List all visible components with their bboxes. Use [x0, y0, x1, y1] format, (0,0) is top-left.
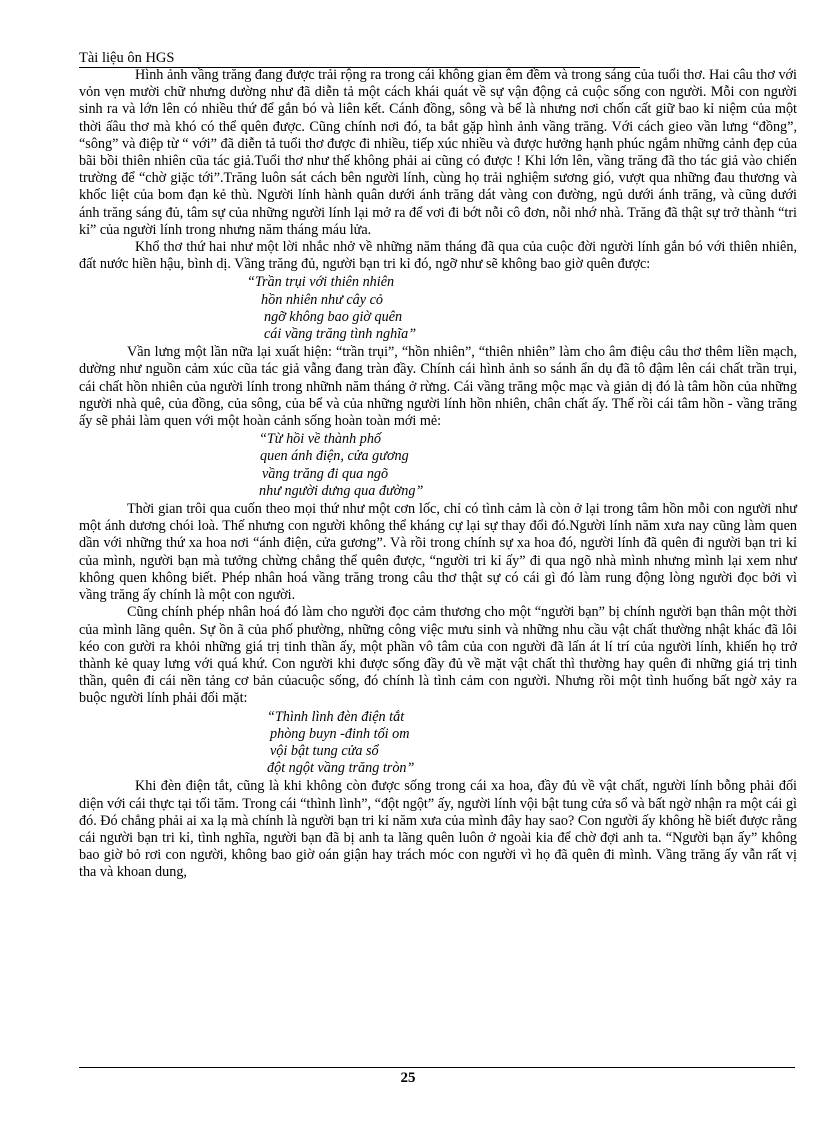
- poem-line: phòng buyn -đinh tối om: [270, 725, 410, 742]
- poem-line: vội bật tung cửa sổ: [270, 742, 379, 759]
- paragraph: Vần lưng một lần nữa lại xuất hiện: “trần trụi”, “hồn nhiên”, “thiên nhiên” làm cho âm điệu câu thơ thêm liền mạch, dường như nguồn cảm xúc cũa tác giả vẫng đang tràn đầy. Chính cái hình ảnh so sánh ẩn dụ đã tô đậm lên cái chất trần trụi, cái chất hồn nhiên của người lính trong nhữnh năm tháng ở rừng. Cái vầng trăng mộc mạc và giản dị đó là tâm hồn của những người nhà quê, của đồng, của sông, của bể và của những người lính hồn nhiên, chân chất ấy. Thế rồi cái tâm hồn - vầng trăng ấy sẽ phải làm quen với một hoàn cảnh sống hoàn toàn mới mẻ:: [79, 344, 797, 430]
- footer-divider: [79, 1067, 795, 1068]
- poem-stanza: [259, 431, 797, 500]
- poem-line: “Từ hồi về thành phố: [259, 431, 382, 448]
- page-header: Tài liệu ôn HGS: [79, 50, 640, 68]
- poem-stanza: [247, 274, 797, 343]
- paragraph: Khổ thơ thứ hai như một lời nhắc nhở về những năm tháng đã qua của cuộc đời người lính gắn bó với thiên nhiên, đất nước hiền hậu, bình dị. Vầng trăng đủ, người bạn tri kỉ đó, ngỡ như sẽ không bao giờ quên được:: [79, 239, 797, 273]
- paragraph: Khi đèn điện tắt, cũng là khi không còn được sống trong cái xa hoa, đầy đủ về vật chất, người lính bỗng phải đối diện với cái thực tại tối tăm. Trong cái “thình lình”, “đột ngột” ấy, người lính vội bật tung cửa sổ và bất ngờ nhận ra một cái gì đó. Đó chẳng phải ai xa lạ mà chính là người bạn tri kỉ năm xưa của mình đây hay sao? Con người ấy không hề biết được rằng cái người bạn tri kỉ, tình nghĩa, người bạn đã bị anh ta lãng quên luôn ở ngoài kia để chờ đợi anh ta. “Người bạn ấy” không bao giờ bỏ rơi con người, không bao giờ oán giận hay trách móc con người vì họ đã quên đi mình. Vầng trăng ấy vẫn rất vị tha và khoan dung,: [79, 778, 797, 881]
- poem-stanza: [267, 709, 797, 778]
- poem-line: quen ánh điện, cửa gương: [260, 448, 409, 465]
- document-body: [79, 67, 797, 882]
- poem-line: đột ngột vầng trăng tròn”: [267, 760, 415, 777]
- poem-line: “Thình lình đèn điện tắt: [267, 708, 405, 725]
- poem-line: cái vầng trăng tình nghĩa”: [264, 326, 417, 343]
- poem-line: ngỡ không bao giờ quên: [264, 308, 403, 325]
- poem-line: như người dưng qua đường”: [259, 482, 424, 499]
- paragraph: Thời gian trôi qua cuốn theo mọi thứ như một cơn lốc, chỉ có tình cảm là còn ở lại trong tâm hồn mỗi con người như một ánh dương chói loà. Thế nhưng con người không thể kháng cự lại sự thay đổi đó.Người lính năm xưa nay cũng làm quen dần với những thứ xa hoa nơi “ánh điện, cửa gương”. Và rồi trong chính sự xa hoa đó, người lính đã quên đi người bạn tri kỉ của mình, người bạn mà tưởng chừng chẳng thể quên được, “người tri kỉ ấy” đi qua ngõ nhà mình nhưng mình lại xem như không quen không biết. Phép nhân hoá vầng trăng trong câu thơ thật sự có cái gì đó làm rung động lòng người đọc bởi vì vầng trăng ấy chính là một con người.: [79, 501, 797, 604]
- paragraph: Cũng chính phép nhân hoá đó làm cho người đọc cảm thương cho một “người bạn” bị chính người bạn thân một thời của mình lãng quên. Sự ồn ã của phố phường, những công việc mưu sinh và những nhu cầu vật chất thường nhật khác đã lôi kéo con gười ra khỏi những giá trị tinh thần ấy, một phần vô tâm của con người đã lấn át lí trí của người lính, khiến họ trở thành kẻ quay lưng với quá khứ. Con người khi được sống đầy đủ về mặt vật chất thì thường hay quên đi những giá trị tinh thần, quên đi cái nền tảng cơ bản củacuộc sống, đó chính là tình cảm con người. Nhưng rồi một tình huống bất ngờ xảy ra buộc người lính phải đối mặt:: [79, 604, 797, 707]
- poem-line: hồn nhiên như cây cỏ: [261, 291, 383, 308]
- poem-line: vầng trăng đi qua ngõ: [262, 465, 389, 482]
- poem-line: “Trần trụi với thiên nhiên: [247, 274, 395, 291]
- page-number: 25: [400, 1070, 416, 1086]
- paragraph: Hình ảnh vầng trăng đang được trải rộng ra trong cái không gian êm đềm và trong sáng của tuổi thơ. Hai câu thơ với vỏn vẹn mười chữ nhưng dường như đã diễn tả một cách khái quát về sự vận động cả cuộc sống con người. Mỗi con người sinh ra và lớn lên có nhiều thứ để gắn bó và liên kết. Cánh đồng, sông và bể là nhưng nơi chốn cất giữ bao kỉ niệm của một thời ấâu thơ mà khó có thể quên được. Cũng chính nơi đó, ta bắt gặp hình ảnh vầng trăng. Với cách gieo vần lưng “đồng”, “sông” và điệp từ “ với” đã diễn tả tuổi thơ được đi nhiều, tiếp xúc nhiều và được hưởng hạnh phúc ngắm những cảnh đẹp của bãi bồi thiên nhiên cũa tác giả.Tuổi thơ như thế không phải ai cũng có được ! Khi lớn lên, vầng trăng đã tho tác giả vào chiến trường để “chờ giặc tới”.Trăng luôn sát cách bên người lính, cùng họ trải nghiệm sương gió, vượt qua những đau thương và khốc liệt của bom đạn kẻ thù. Người lính hành quân dưới ánh trăng dát vàng con đường, ngủ dưới ánh trăng, và cũng dưới ánh trăng sáng đủ, tâm sự của những người lính lại mở ra để vơi đi bớt nỗi cô đơn, nỗi nhớ nhà. Trăng đã thật sự trở thành “tri kỉ” của người lính trong nhưng năm tháng máu lửa.: [79, 67, 797, 238]
